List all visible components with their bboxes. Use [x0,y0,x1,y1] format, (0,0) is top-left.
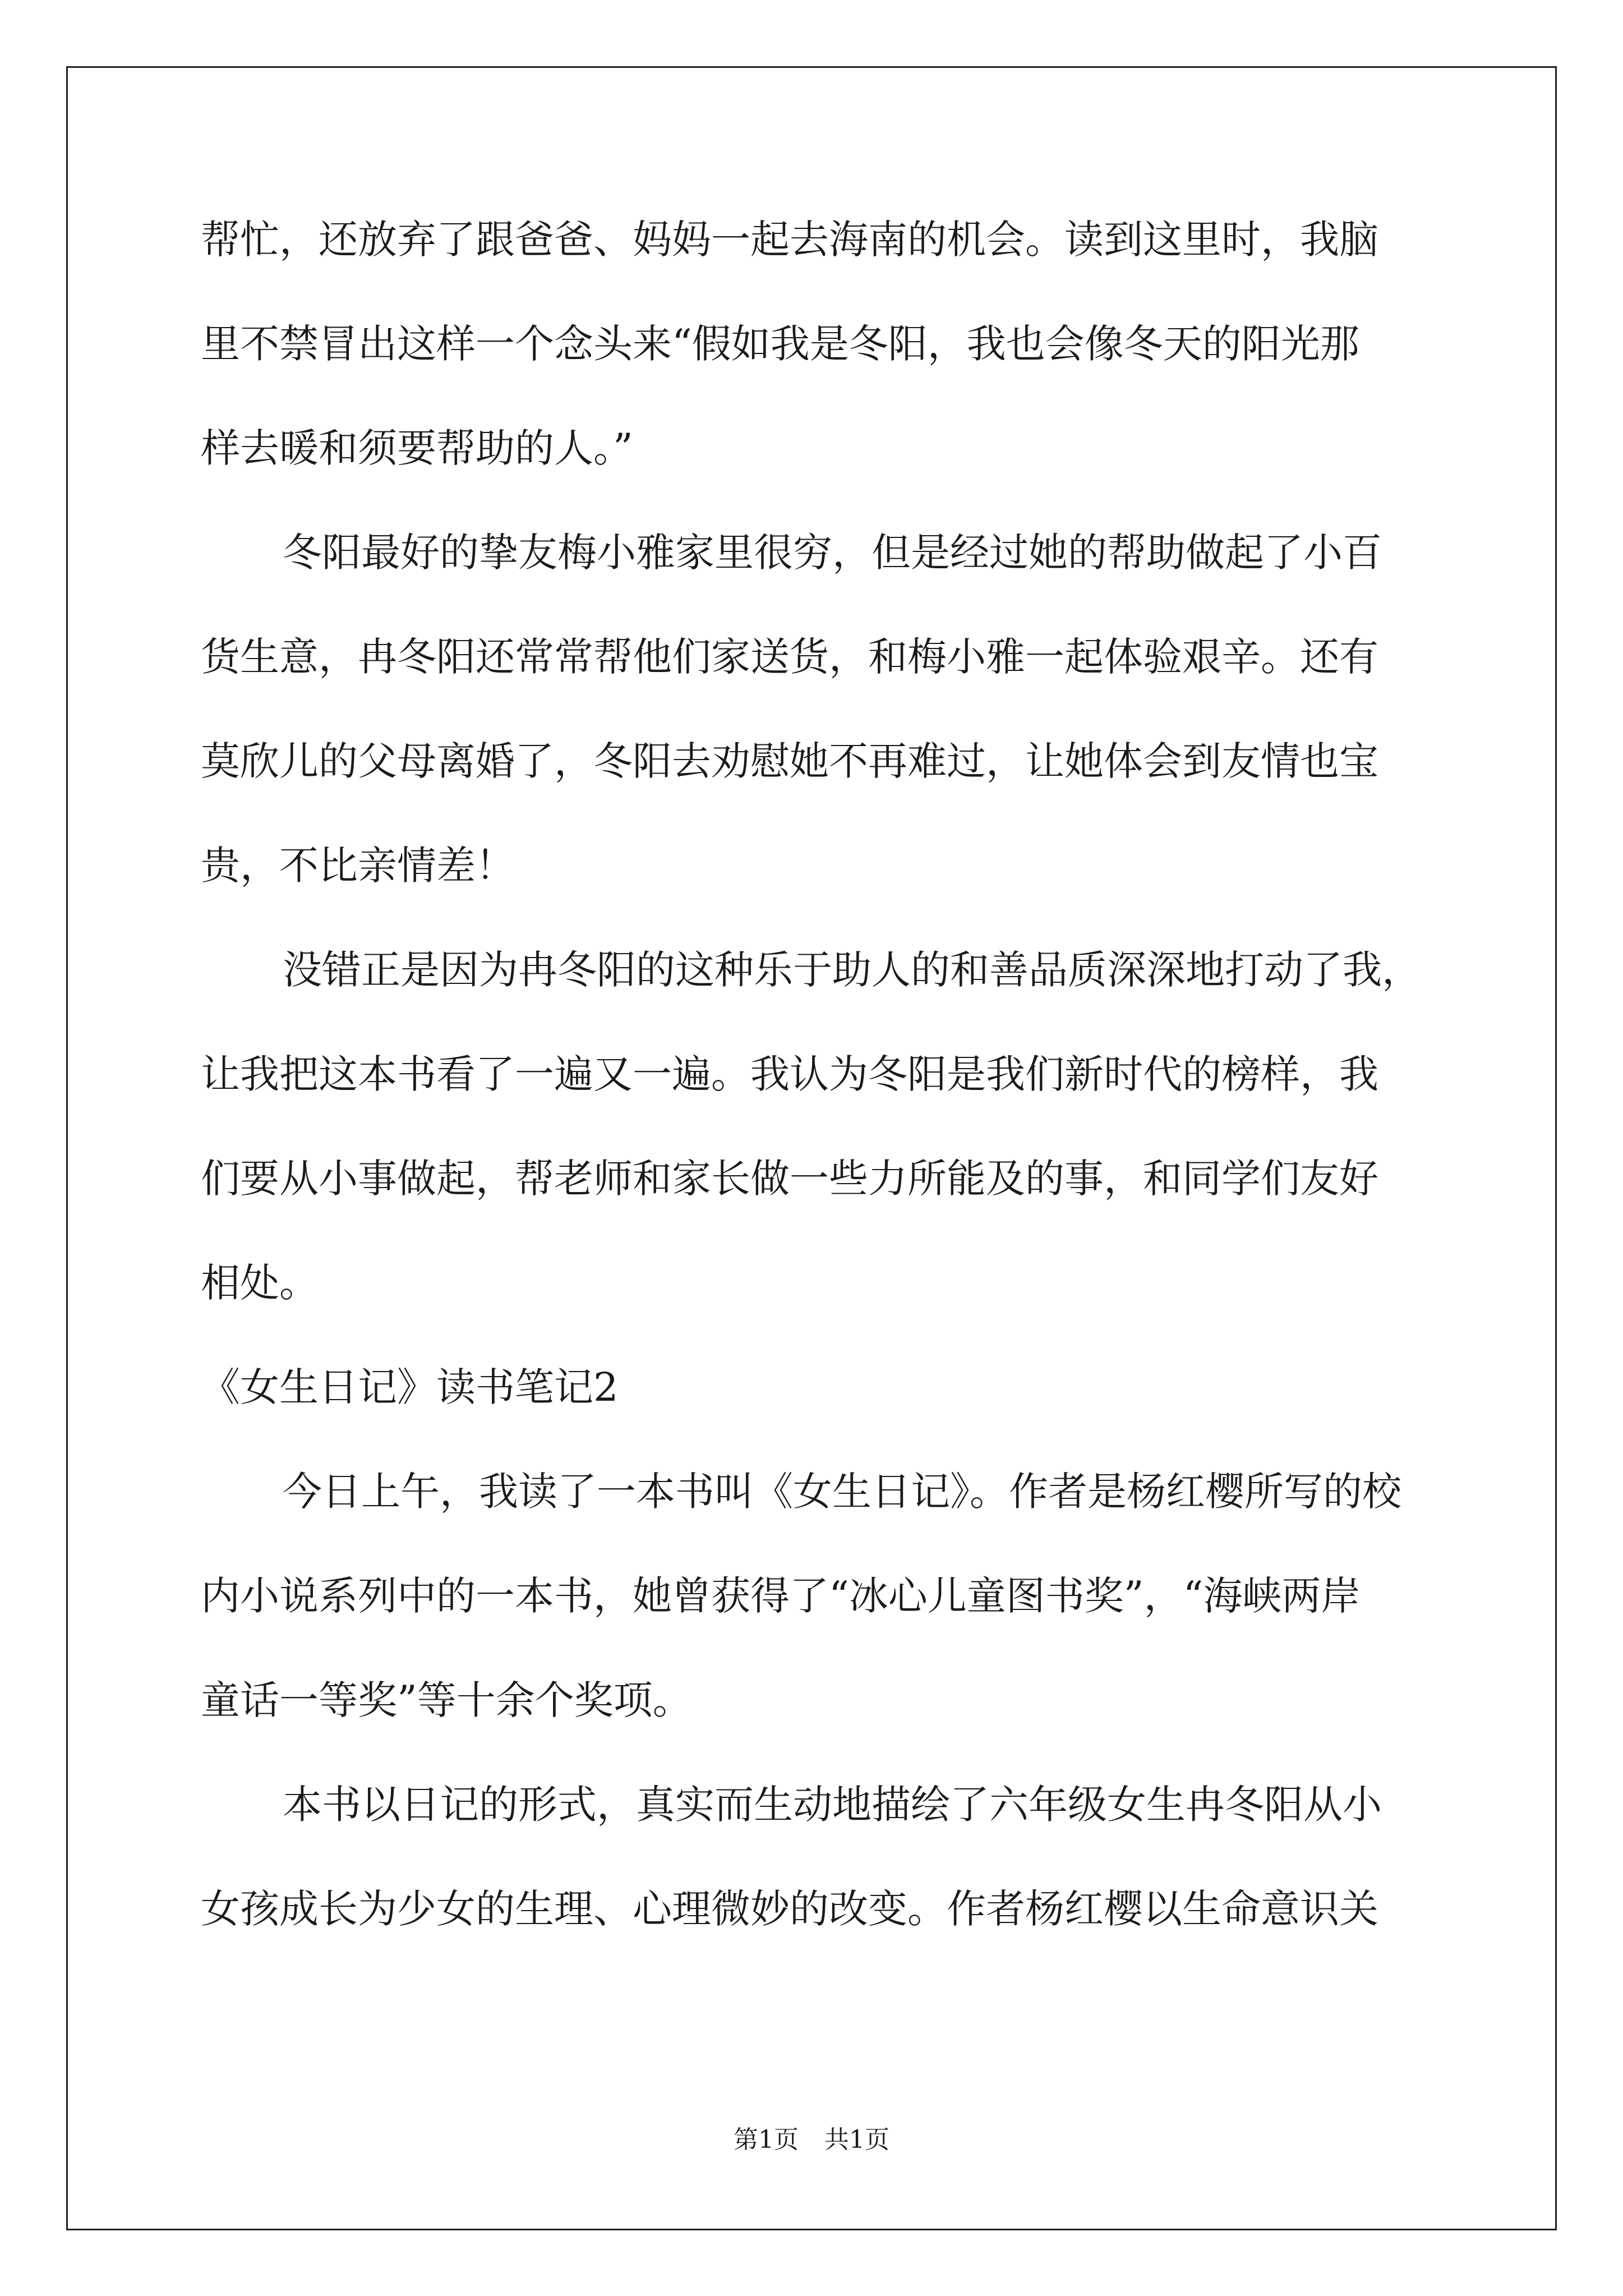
paragraph-2 [201,526,1435,892]
page-number: 第1页 [734,2125,799,2154]
paragraph-1 [201,213,1435,475]
paragraph-line: 货生意，冉冬阳还常常帮他们家送货，和梅小雅一起体验艰辛。还有 [201,634,1378,680]
paragraph-line: 里不禁冒出这样一个念头来“假如我是冬阳，我也会像冬天的阳光那 [201,321,1359,367]
paragraph-line: 今日上午，我读了一本书叫《女生日记》。作者是杨红樱所写的校 [283,1469,1401,1515]
paragraph-line: 们要从小事做起，帮老师和家长做一些力所能及的事，和同学们友好 [201,1156,1378,1202]
paragraph-line: 样去暖和须要帮助的人。” [201,425,633,471]
section-heading: 《女生日记》读书笔记2 [201,1364,619,1410]
paragraph-line: 本书以日记的形式，真实而生动地描绘了六年级女生冉冬阳从小 [283,1782,1382,1828]
paragraph-4 [201,1465,1435,1727]
document-body [201,213,1435,1987]
paragraph-5 [201,1778,1435,1935]
paragraph-line: 内小说系列中的一本书，她曾获得了“冰心儿童图书奖”，“海峡两岸 [201,1573,1361,1619]
paragraph-line: 冬阳最好的挚友梅小雅家里很穷，但是经过她的帮助做起了小百 [283,530,1382,576]
paragraph-line: 女孩成长为少女的生理、心理微妙的改变。作者杨红樱以生命意识关 [201,1886,1378,1932]
page-footer [0,2123,1623,2157]
paragraph-line: 帮忙，还放弃了跟爸爸、妈妈一起去海南的机会。读到这里时，我脑 [201,217,1378,263]
paragraph-3 [201,944,1435,1309]
paragraph-line: 贵，不比亲情差！ [201,843,515,889]
paragraph-line: 没错正是因为冉冬阳的这种乐于助人的和善品质深深地打动了我， [283,947,1421,993]
paragraph-line: 相处。 [201,1260,319,1306]
paragraph-line: 莫欣儿的父母离婚了，冬阳去劝慰她不再难过，让她体会到友情也宝 [201,738,1378,784]
page-total: 共1页 [824,2125,889,2154]
paragraph-line: 童话一等奖”等十余个奖项。 [201,1677,692,1723]
paragraph-line: 让我把这本书看了一遍又一遍。我认为冬阳是我们新时代的榜样，我 [201,1051,1378,1097]
